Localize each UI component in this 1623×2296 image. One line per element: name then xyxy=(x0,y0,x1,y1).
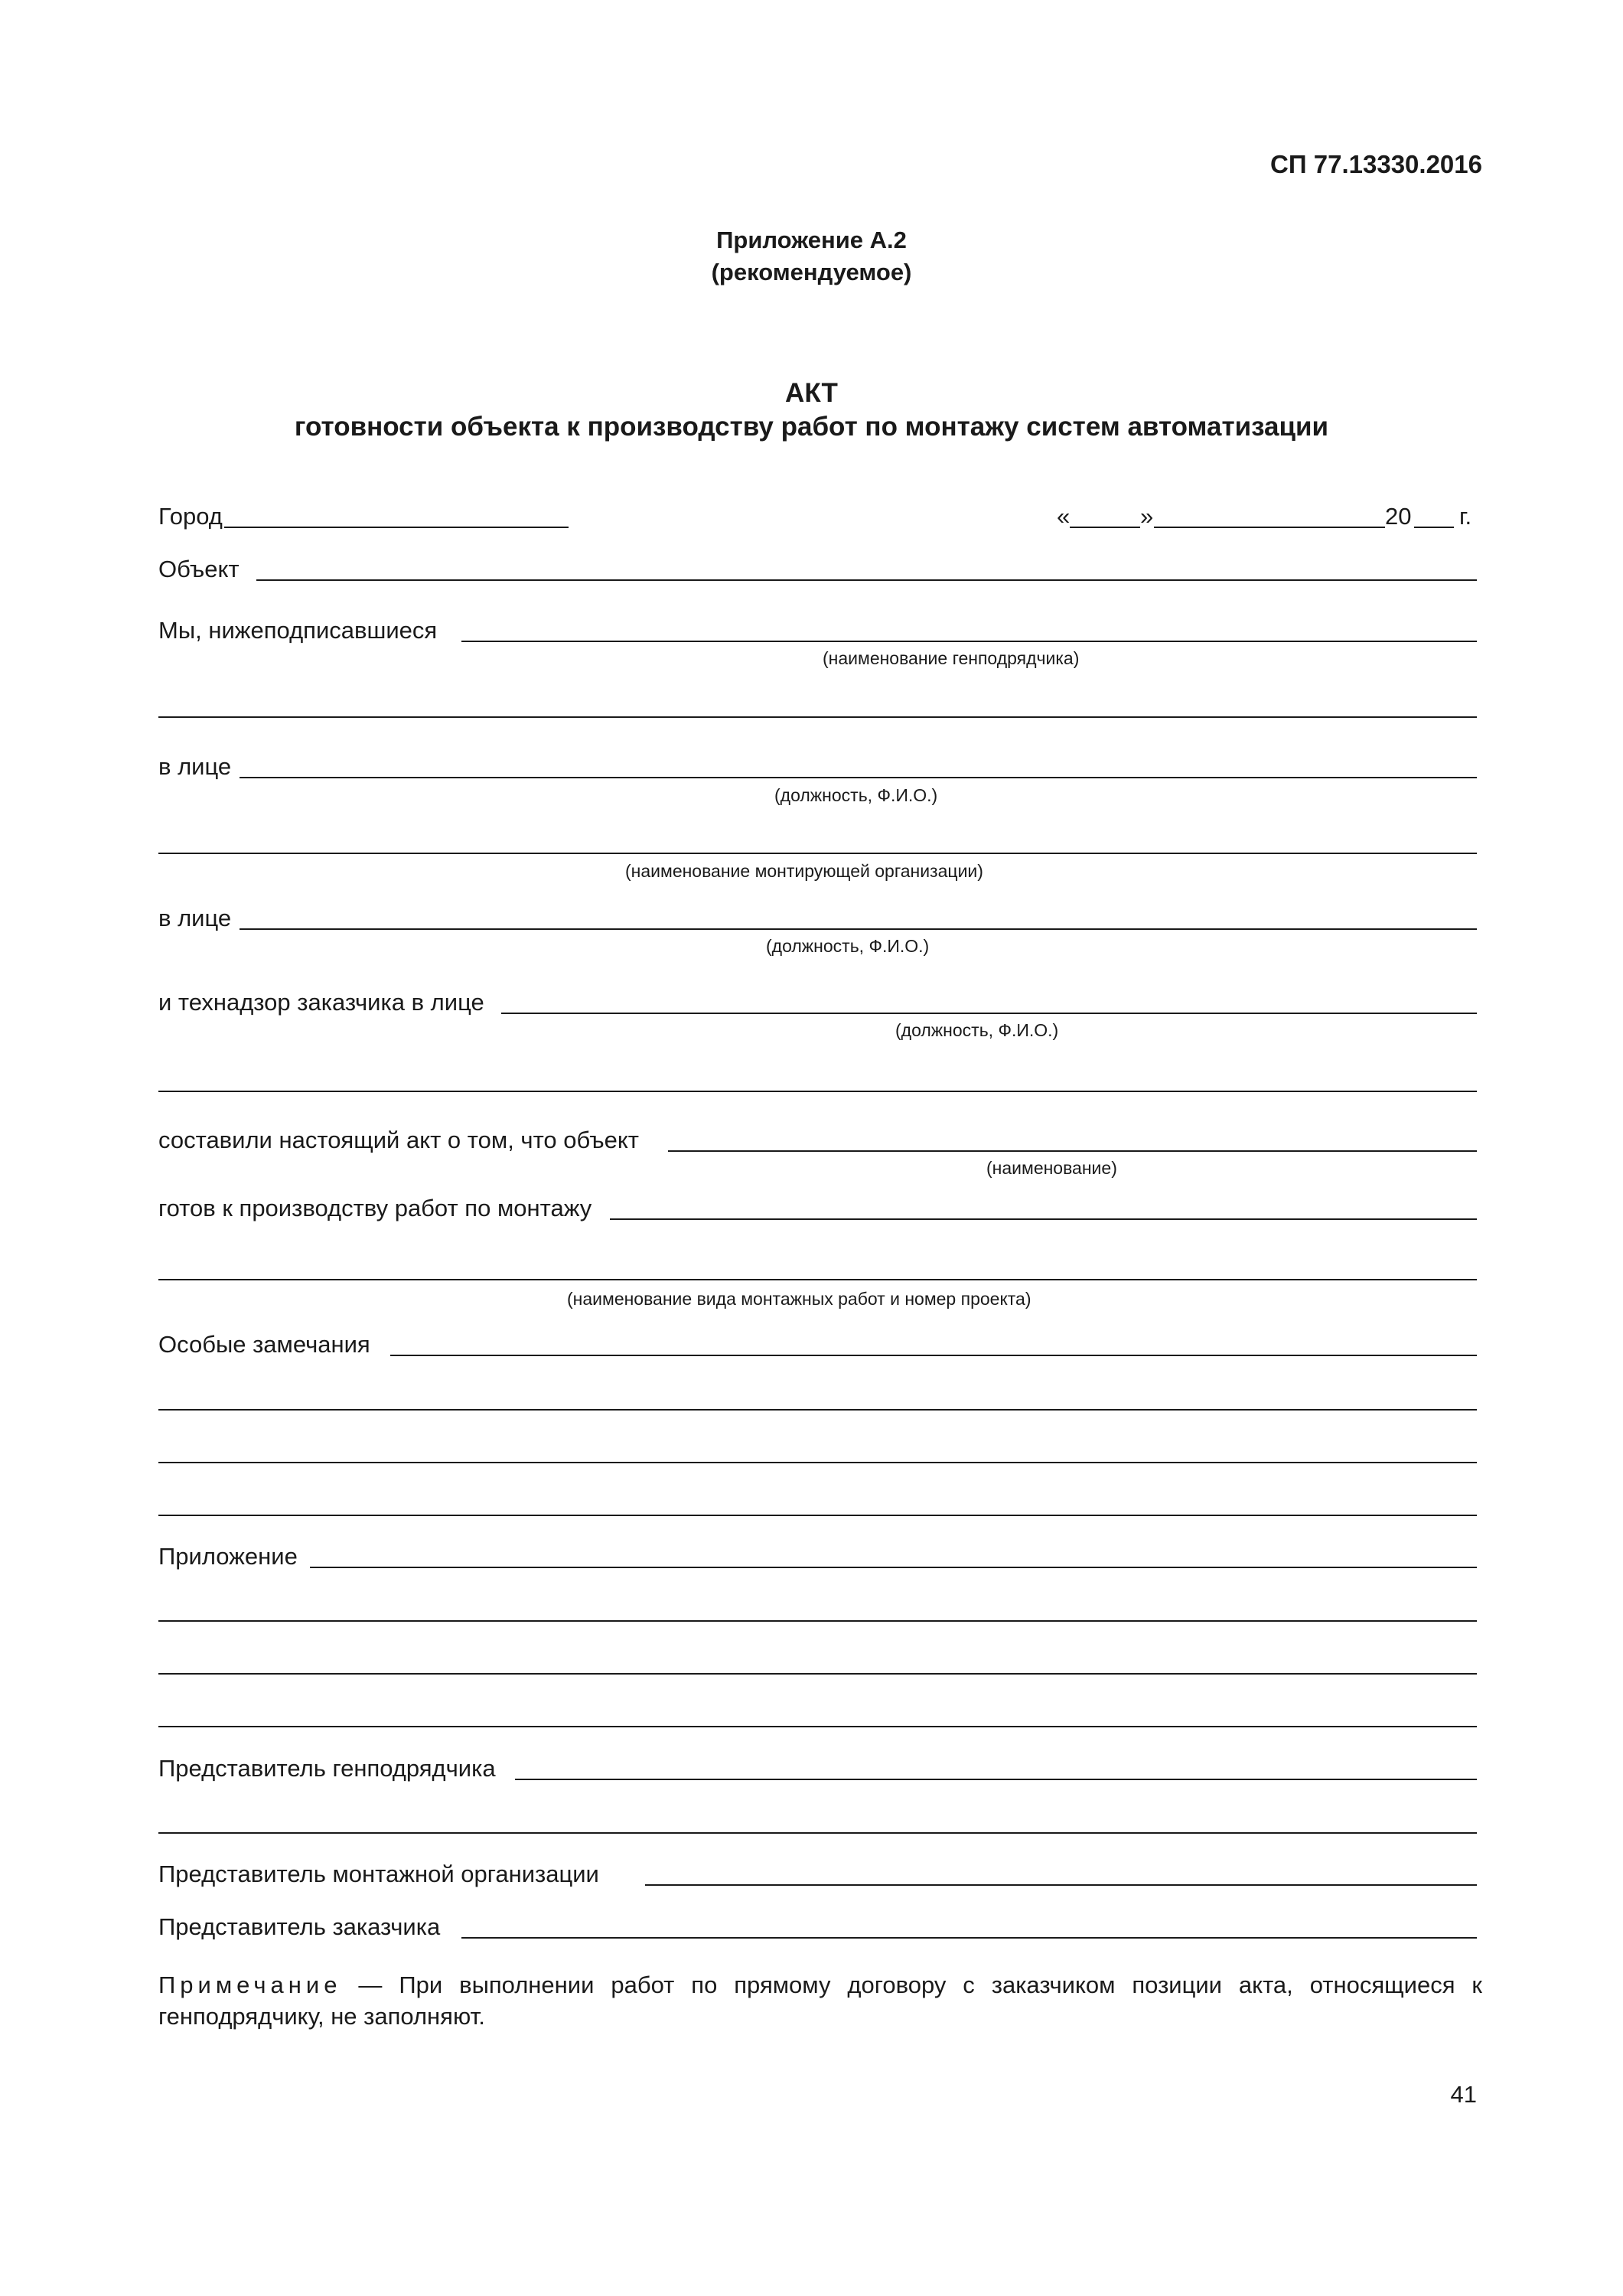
ready-label: готов к производству работ по монтажу xyxy=(158,1195,592,1221)
installer-field[interactable] xyxy=(158,853,1477,854)
act-title: АКТ xyxy=(785,378,838,408)
position-caption-1: (должность, Ф.И.О.) xyxy=(774,785,938,805)
month-field[interactable] xyxy=(1154,527,1385,528)
works-caption: (наименование вида монтажных работ и номер проекта) xyxy=(567,1289,1031,1309)
attachment-field[interactable] xyxy=(310,1567,1477,1568)
tech-supervision-field-line-2[interactable] xyxy=(158,1091,1477,1092)
rep-installer-field[interactable] xyxy=(645,1884,1477,1886)
city-label: Город xyxy=(158,503,223,530)
note-prefix: Примечание xyxy=(158,1971,342,1998)
attachment-field-line-3[interactable] xyxy=(158,1673,1477,1675)
position-caption-3: (должность, Ф.И.О.) xyxy=(895,1020,1059,1040)
name-caption: (наименование) xyxy=(986,1158,1117,1178)
in-person-label-1: в лице xyxy=(158,753,232,780)
in-person-label-2: в лице xyxy=(158,905,232,931)
city-field[interactable] xyxy=(224,527,569,528)
year-field[interactable] xyxy=(1414,527,1454,528)
appendix-title: Приложение А.2 xyxy=(716,227,907,253)
remarks-field-line-4[interactable] xyxy=(158,1515,1477,1516)
object-field[interactable] xyxy=(256,579,1477,581)
position-caption-2: (должность, Ф.И.О.) xyxy=(766,936,930,956)
rep-customer-field[interactable] xyxy=(461,1937,1477,1939)
remarks-field[interactable] xyxy=(390,1355,1477,1356)
rep-installer-label: Представитель монтажной организации xyxy=(158,1861,599,1887)
object-name-field[interactable] xyxy=(668,1150,1477,1152)
rep-general-contractor-field[interactable] xyxy=(515,1779,1477,1780)
remarks-label: Особые замечания xyxy=(158,1331,370,1358)
works-field-line-2[interactable] xyxy=(158,1279,1477,1280)
general-contractor-field[interactable] xyxy=(461,641,1477,642)
general-contractor-caption: (наименование генподрядчика) xyxy=(823,648,1080,668)
position-field-1[interactable] xyxy=(240,777,1477,778)
remarks-field-line-2[interactable] xyxy=(158,1409,1477,1411)
appendix-status: (рекомендуемое) xyxy=(711,259,912,285)
object-label: Объект xyxy=(158,556,240,582)
works-field[interactable] xyxy=(610,1218,1477,1220)
attachment-field-line-2[interactable] xyxy=(158,1620,1477,1622)
attachment-label: Приложение xyxy=(158,1543,298,1570)
general-contractor-field-line-2[interactable] xyxy=(158,716,1477,718)
act-subtitle: готовности объекта к производству работ по монтажу систем автоматизации xyxy=(294,412,1329,442)
rep-general-contractor-field-line-2[interactable] xyxy=(158,1832,1477,1834)
undersigned-label: Мы, нижеподписавшиеся xyxy=(158,617,438,644)
tech-supervision-field[interactable] xyxy=(501,1013,1477,1014)
remarks-field-line-3[interactable] xyxy=(158,1462,1477,1463)
installer-caption: (наименование монтирующей организации) xyxy=(625,861,983,881)
page-number: 41 xyxy=(1450,2081,1477,2108)
drawn-up-label: составили настоящий акт о том, что объект xyxy=(158,1127,639,1153)
attachment-field-line-4[interactable] xyxy=(158,1726,1477,1727)
year-prefix: 20 xyxy=(1385,503,1412,530)
rep-customer-label: Представитель заказчика xyxy=(158,1913,441,1940)
document-code: СП 77.13330.2016 xyxy=(1270,150,1482,178)
date-open-quote: « xyxy=(1057,503,1071,530)
date-close-quote: » xyxy=(1140,503,1154,530)
tech-supervision-label: и технадзор заказчика в лице xyxy=(158,989,484,1016)
note-text: — При выполнении работ по прямому договору с заказчиком позиции акта, относящиеся к генподрядчику, не заполняют. xyxy=(158,1971,1482,2030)
year-suffix: г. xyxy=(1459,503,1472,530)
day-field[interactable] xyxy=(1070,527,1140,528)
note xyxy=(158,1969,1482,2032)
position-field-2[interactable] xyxy=(240,928,1477,930)
rep-general-contractor-label: Представитель генподрядчика xyxy=(158,1755,496,1782)
